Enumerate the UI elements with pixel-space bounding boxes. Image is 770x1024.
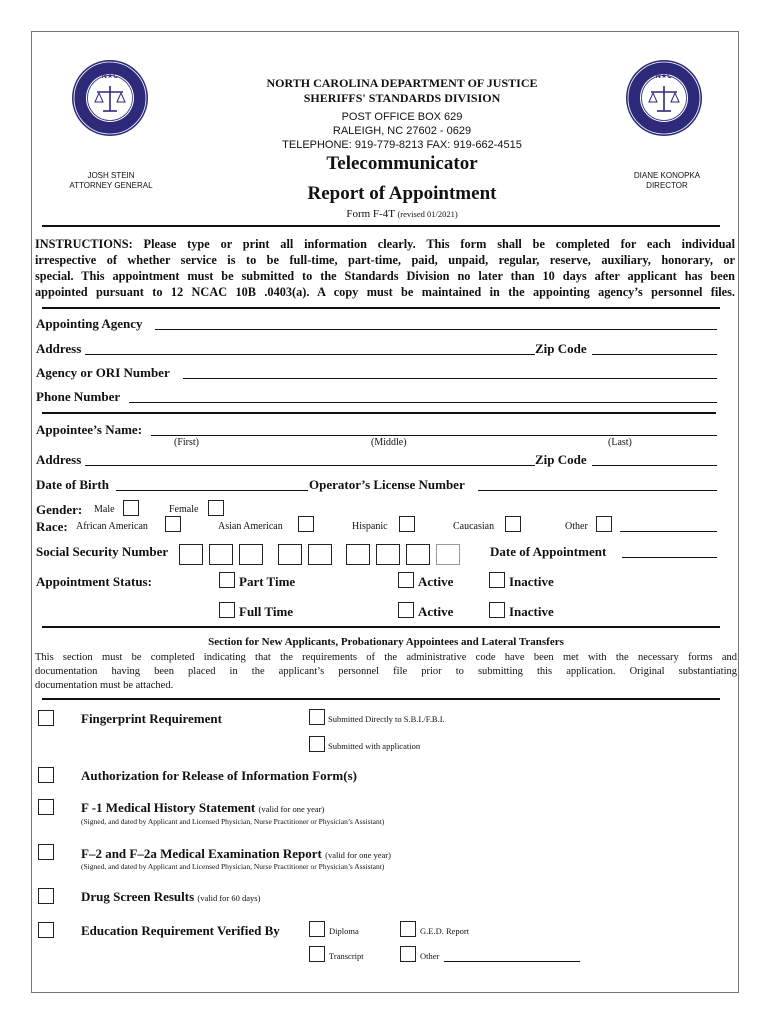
race-hispanic-label: Hispanic [352,521,388,532]
ged-checkbox[interactable] [400,921,416,937]
appointment-status-label: Appointment Status: [36,574,152,589]
instructions-line-3: special. This appointment must be submitted to the Standards Division no later than 10 days after applicant has been [35,269,735,283]
submitted-sbi-checkbox[interactable] [309,709,325,725]
instructions-divider [42,307,720,309]
f1-medical-history-checkbox[interactable] [38,799,54,815]
appointee-divider [42,626,720,628]
other-education-field[interactable] [444,961,580,962]
director-title: DIRECTOR [646,181,688,190]
appointee-zip-field[interactable] [592,465,717,466]
appointee-address-label: Address [36,452,82,467]
part-time-inactive-label: Inactive [509,574,554,589]
department-name: NORTH CAROLINA DEPARTMENT OF JUSTICE [266,76,538,90]
attorney-general-title: ATTORNEY GENERAL [69,181,153,190]
section-paragraph-line-3: documentation must be attached. [35,680,174,691]
ssn-digit-3[interactable] [239,544,263,565]
last-name-caption: (Last) [608,437,632,448]
operators-license-label: Operator’s License Number [309,477,465,492]
instructions-line-2: irrespective of whether service is to be full-time, part-time, paid, unpaid, regular, reserve, auxiliary, honorary, or [35,253,735,267]
race-african-american-checkbox[interactable] [165,516,181,532]
race-other-label: Other [565,521,588,532]
section-paragraph-line-1: This section must be completed indicating that the requirements of the administrative code have been met with the necessary forms and [35,652,737,663]
date-of-appointment-field[interactable] [622,557,717,558]
submitted-with-application-label: Submitted with application [328,741,421,751]
gender-male-checkbox[interactable] [123,500,139,516]
agency-ori-label: Agency or ORI Number [36,365,170,380]
header-divider [42,225,720,227]
form-page [31,31,739,993]
part-time-inactive-checkbox[interactable] [489,572,505,588]
first-name-caption: (First) [174,437,199,448]
form-title-line-2: Report of Appointment [307,183,497,204]
phone-number-label: Phone Number [36,389,121,404]
other-education-checkbox[interactable] [400,946,416,962]
gender-label: Gender: [36,502,83,517]
part-time-label: Part Time [239,574,296,589]
diploma-checkbox[interactable] [309,921,325,937]
full-time-label: Full Time [239,604,294,619]
part-time-checkbox[interactable] [219,572,235,588]
appointee-name-label: Appointee’s Name: [36,422,143,437]
drug-screen-label [81,889,260,905]
f1-title: F -1 Medical History Statement [81,800,256,815]
authorization-checkbox[interactable] [38,767,54,783]
left-seal-initials: N★C [101,73,119,80]
other-education-label: Other [420,951,440,961]
appointee-name-field[interactable] [151,435,717,436]
ssn-digit-1[interactable] [179,544,203,565]
ssn-digit-2[interactable] [209,544,233,565]
date-of-birth-field[interactable] [116,490,308,491]
ssn-digit-7[interactable] [376,544,400,565]
f2-medical-exam-label [81,846,391,862]
ged-label: G.E.D. Report [420,926,470,936]
full-time-inactive-label: Inactive [509,604,554,619]
section-title: Section for New Applicants, Probationary Appointees and Lateral Transfers [208,636,564,648]
form-title-line-1: Telecommunicator [326,153,478,174]
post-office-box: POST OFFICE BOX 629 [341,111,463,123]
form-number [232,208,572,220]
gender-male-label: Male [94,504,115,515]
race-label: Race: [36,519,68,534]
fingerprint-label: Fingerprint Requirement [81,711,222,726]
section-paragraph-line-2: documentation having been placed in the applicant’s personnel file prior to submitting this application. Original substantiating [35,666,737,677]
fingerprint-checkbox[interactable] [38,710,54,726]
education-checkbox[interactable] [38,922,54,938]
city-address: RALEIGH, NC 27602 - 0629 [332,125,472,137]
drug-screen-checkbox[interactable] [38,888,54,904]
appointing-agency-field[interactable] [155,329,717,330]
ssn-digit-9[interactable] [436,544,460,565]
f1-validity: (valid for one year) [258,804,325,814]
agency-address-field[interactable] [85,354,535,355]
appointing-agency-label: Appointing Agency [36,316,143,331]
race-caucasian-checkbox[interactable] [505,516,521,532]
race-hispanic-checkbox[interactable] [399,516,415,532]
middle-name-caption: (Middle) [371,437,407,448]
telephone-fax: TELEPHONE: 919-779-8213 FAX: 919-662-4515 [282,139,522,151]
agency-zip-label: Zip Code [535,341,587,356]
diploma-label: Diploma [329,926,359,936]
submitted-with-application-checkbox[interactable] [309,736,325,752]
instructions-line-1: INSTRUCTIONS: Please type or print all information clearly. This form shall be completed for each individual [35,237,735,251]
race-other-field[interactable] [620,531,717,532]
part-time-active-checkbox[interactable] [398,572,414,588]
director-name: DIANE KONOPKA [633,171,701,180]
phone-number-field[interactable] [129,402,717,403]
section-divider [42,698,720,700]
race-african-american-label: African American [76,521,148,532]
right-seal-initials: N★C [655,73,673,80]
agency-ori-field[interactable] [183,378,717,379]
ssn-label: Social Security Number [36,544,169,559]
sheriffs-standards-seal-icon [624,58,704,138]
appointee-zip-label: Zip Code [535,452,587,467]
attorney-general-seal-icon [70,58,150,138]
ssn-digit-6[interactable] [346,544,370,565]
submitted-sbi-label: Submitted Directly to S.B.I./F.B.I. [328,714,445,724]
race-other-checkbox[interactable] [596,516,612,532]
form-number-label: Form F-4T [346,208,395,220]
ssn-digit-5[interactable] [308,544,332,565]
division-name: SHERIFFS' STANDARDS DIVISION [303,91,501,105]
attorney-general-name: JOSH STEIN [87,171,135,180]
f2-signature-note: (Signed, and dated by Applicant and Licensed Physician, Nurse Practitioner or Physician’s Assistant) [81,862,385,871]
operators-license-field[interactable] [478,490,717,491]
instructions-line-4: appointed pursuant to 12 NCAC 10B .0403(a). A copy must be maintained in the appointing agency’s personnel files. [35,285,735,299]
full-time-active-checkbox[interactable] [398,602,414,618]
date-of-appointment-label: Date of Appointment [490,544,607,559]
race-asian-american-checkbox[interactable] [298,516,314,532]
authorization-label: Authorization for Release of Information Form(s) [81,768,357,783]
race-asian-american-label: Asian American [218,521,283,532]
education-label: Education Requirement Verified By [81,923,280,938]
part-time-active-label: Active [418,574,454,589]
agency-divider [42,412,716,414]
f2-title: F–2 and F–2a Medical Examination Report [81,846,322,861]
f1-medical-history-label [81,800,324,816]
full-time-active-label: Active [418,604,454,619]
appointee-address-field[interactable] [85,465,535,466]
full-time-checkbox[interactable] [219,602,235,618]
date-of-birth-label: Date of Birth [36,477,109,492]
race-caucasian-label: Caucasian [453,521,495,532]
f2-medical-exam-checkbox[interactable] [38,844,54,860]
f1-signature-note: (Signed, and dated by Applicant and Licensed Physician, Nurse Practitioner or Physician’s Assistant) [81,817,385,826]
gender-female-checkbox[interactable] [208,500,224,516]
transcript-label: Transcript [329,951,364,961]
ssn-digit-8[interactable] [406,544,430,565]
gender-female-label: Female [169,504,199,515]
transcript-checkbox[interactable] [309,946,325,962]
drug-screen-validity: (valid for 60 days) [197,893,261,903]
agency-zip-field[interactable] [592,354,717,355]
f2-validity: (valid for one year) [325,850,391,860]
full-time-inactive-checkbox[interactable] [489,602,505,618]
agency-address-label: Address [36,341,82,356]
revision-date: (revised 01/2021) [397,209,458,219]
ssn-digit-4[interactable] [278,544,302,565]
drug-screen-title: Drug Screen Results [81,889,195,904]
